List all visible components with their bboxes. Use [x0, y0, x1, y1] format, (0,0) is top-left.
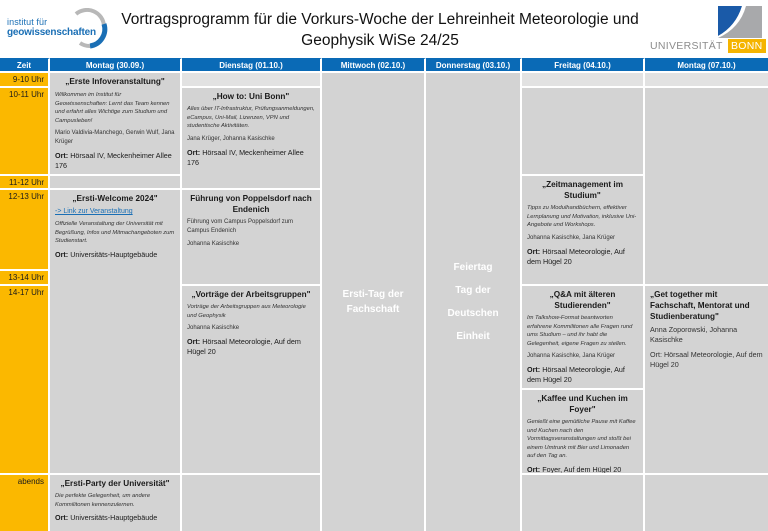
institut-logo: [4, 8, 114, 48]
column-header-montag-3009: Montag (30.09.): [50, 58, 182, 73]
event-vortraege-arbeitsgruppen: [182, 286, 322, 475]
logo-arc-icon: [68, 8, 110, 50]
event-title: „Q&A mit älteren Studierenden": [549, 290, 616, 310]
event-kaffee-und-kuchen: [522, 390, 645, 475]
event-title: „How to: Uni Bonn": [212, 92, 290, 101]
empty-cell: [645, 88, 768, 286]
event-title: „Erste Infoveranstaltung": [65, 77, 165, 86]
event-description: Tipps zu Modulhandbüchern, effektiver Lernplanung und Motivation, inklusive Uni-Angebote und Workshops.: [527, 205, 637, 228]
time-13-14: 13-14 Uhr: [0, 271, 50, 286]
event-location: [527, 247, 638, 267]
column-header-donnerstag: Donnerstag (03.10.): [426, 58, 522, 73]
event-people: Johanna Kasischke, Jana Krüger: [527, 234, 616, 241]
empty-cell: [522, 73, 645, 88]
empty-cell: [645, 475, 768, 531]
column-header-zeit: Zeit: [0, 58, 50, 73]
event-zeitmanagement: [522, 176, 645, 286]
empty-cell: [522, 88, 645, 176]
empty-cell: [182, 73, 322, 88]
page-header: [0, 0, 768, 58]
location-value: Hörsaal IV, Meckenheimer Allee 176: [55, 151, 172, 170]
time-9-10: 9-10 Uhr: [0, 73, 50, 88]
event-description: Die perfekte Gelegenheit, um andere Kommilitonen kennenzulernen.: [55, 493, 151, 508]
event-description: Vorträge der Arbeitsgruppen aus Meteorologie und Geophysik: [187, 304, 306, 319]
logo-text-line2: geowissenschaften: [7, 27, 96, 38]
event-title: Führung von Poppelsdorf nach Endenich: [190, 194, 312, 214]
event-title: „Ersti-Party der Universität": [60, 479, 170, 488]
location-value: Hörsaal IV, Meckenheimer Allee 176: [187, 147, 304, 167]
location-label: Ort:: [187, 147, 201, 157]
empty-cell: [522, 475, 645, 531]
location-value: Foyer, Auf dem Hügel 20: [542, 464, 622, 474]
event-how-to-uni-bonn: [182, 88, 322, 190]
event-description: Führung vom Campus Poppelsdorf zum Campus Endenich: [187, 219, 294, 234]
event-location: [187, 337, 315, 357]
uni-bonn-emblem-icon: [718, 6, 762, 38]
event-title: „Get together mit Fachschaft, Mentorat und Studienberatung": [650, 290, 750, 321]
event-people: Mario Valdivia-Manchego, Gerwin Wulf, Jana Krüger: [55, 130, 175, 145]
time-11-12: 11-12 Uhr: [0, 176, 50, 190]
event-location: [55, 151, 175, 171]
logo-bonn-text: BONN: [728, 39, 766, 53]
event-ersti-tag-fachschaft: [322, 73, 426, 531]
event-people: Johanna Kasischke: [187, 325, 240, 331]
event-feiertag: [426, 73, 522, 531]
uni-bonn-logo: [648, 6, 764, 54]
holiday-line2: Tag der: [455, 285, 491, 296]
event-description: Im Talkshow-Format beantworten erfahrene Kommilitonen alle Fragen rund ums Studium – und ihr habt die Gelegenheit, eigene Fragen zu stellen.: [527, 315, 633, 347]
holiday-line1: Feiertag: [453, 262, 493, 273]
event-location: [527, 465, 638, 475]
location-label: Ort:: [527, 464, 541, 474]
location-value: Hörsaal Meteorologie, Auf dem Hügel 20: [187, 337, 301, 356]
event-ersti-welcome: [50, 190, 182, 475]
time-14-17: 14-17 Uhr: [0, 286, 50, 475]
logo-universitaet-text: UNIVERSITÄT: [650, 40, 723, 52]
event-title: „Ersti-Welcome 2024": [72, 194, 158, 203]
event-title: „Zeitmanagement im Studium": [542, 180, 623, 200]
event-people: Johanna Kasischke, Jana Krüger: [527, 353, 616, 359]
event-location: Ort: Hörsaal Meteorologie, Auf dem Hügel 20: [650, 350, 763, 369]
location-value: Hörsaal Meteorologie, Auf dem Hügel 20: [527, 365, 625, 384]
event-get-together: [645, 286, 768, 475]
location-label: Ort:: [55, 513, 69, 522]
event-link[interactable]: -> Link zur Veranstaltung: [55, 208, 133, 215]
time-abends: abends: [0, 475, 50, 531]
event-location: [527, 365, 638, 385]
event-people: Jana Krüger, Johanna Kasischke: [187, 135, 275, 142]
location-label: Ort:: [527, 365, 541, 374]
location-value: Universitäts-Hauptgebäude: [70, 513, 158, 522]
holiday-line4: Einheit: [456, 331, 490, 342]
column-header-dienstag: Dienstag (01.10.): [182, 58, 322, 73]
event-description: Offizielle Veranstaltung der Universität mit Begrüßung, Infos und Mitmachangeboten zum Studienstart.: [55, 221, 175, 244]
event-qa-aeltere-studierende: [522, 286, 645, 390]
event-people: Anna Zoporowski, Johanna Kasischke: [650, 325, 738, 344]
schedule-table: [0, 58, 768, 531]
event-description: Genießt eine gemütliche Pause mit Kaffee und Kuchen nach den Vormittagsveranstaltungen und stoßt bei einem Umtrunk mit Bier und Limonaden auf den Tag an.: [527, 419, 636, 459]
location-label: Ort:: [527, 246, 541, 256]
time-12-13: 12-13 Uhr: [0, 190, 50, 271]
event-title-line2: Fachschaft: [346, 304, 400, 315]
location-label: Ort:: [187, 337, 201, 346]
event-title: „Vorträge der Arbeitsgruppen": [191, 290, 311, 299]
column-header-mittwoch: Mittwoch (02.10.): [322, 58, 426, 73]
location-value: Hörsaal Meteorologie, Auf dem Hügel 20: [527, 246, 625, 266]
logo-text-line1: institut für: [7, 17, 48, 27]
event-description: Alles über IT-Infrastruktur, Prüfungsanmeldungen, eCampus, Uni-Mail, Lizenzen, VPN und studentische Aktivitäten.: [187, 106, 315, 129]
event-location: [55, 513, 175, 523]
event-people: Johanna Kasischke: [187, 241, 240, 247]
column-header-montag-0710: Montag (07.10.): [645, 58, 768, 73]
holiday-line3: Deutschen: [447, 308, 499, 319]
event-ersti-party: [50, 475, 182, 531]
page-title: Vortragsprogramm für die Vorkurs-Woche der Lehreinheit Meteorologie und Geophysik WiSe 24/25: [121, 11, 639, 49]
empty-cell: [182, 475, 322, 531]
event-fuehrung-poppelsdorf: [182, 190, 322, 286]
location-label: Ort:: [55, 151, 69, 160]
event-description: Willkommen im Institut für Geowissenschaften: Lernt das Team kennen und erfahrt alles Wichtige zum Studium und Campusleben!: [55, 92, 170, 124]
event-location: [55, 250, 175, 260]
location-label: Ort:: [55, 249, 69, 259]
time-10-11: 10-11 Uhr: [0, 88, 50, 176]
event-location: [187, 148, 315, 168]
column-header-freitag: Freitag (04.10.): [522, 58, 645, 73]
empty-cell: [645, 73, 768, 88]
event-erste-infoveranstaltung: [50, 73, 182, 176]
empty-cell: [50, 176, 182, 190]
event-title: „Kaffee und Kuchen im Foyer": [537, 394, 628, 414]
location-value: Universitäts-Hauptgebäude: [70, 249, 158, 259]
event-title-line1: Ersti-Tag der: [342, 289, 404, 300]
